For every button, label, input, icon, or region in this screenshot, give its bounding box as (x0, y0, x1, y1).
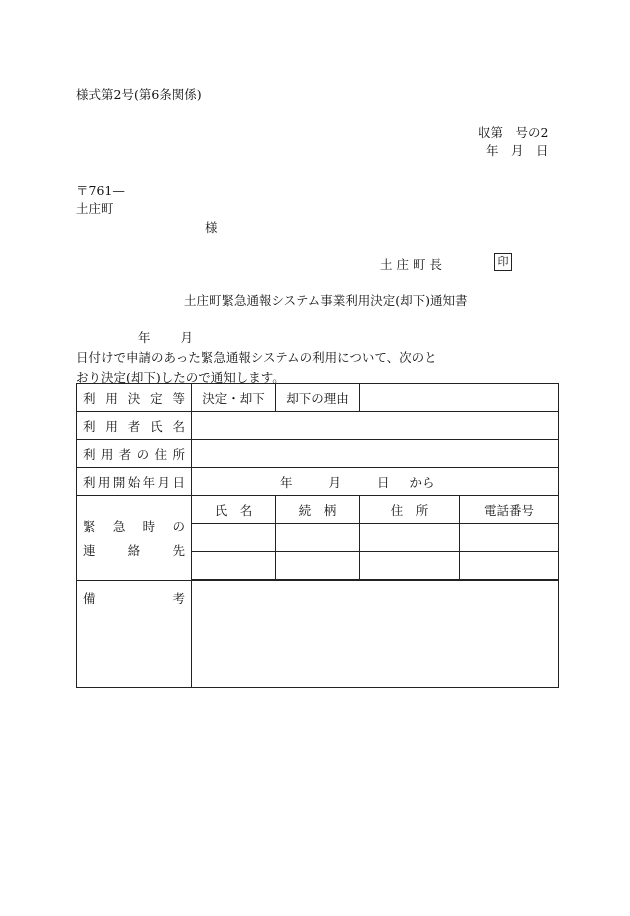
emergency-phone (460, 524, 559, 552)
user-name-value (192, 412, 559, 440)
row-user-address (77, 440, 559, 468)
recipient-address: 土庄町 (76, 201, 114, 216)
start-from: から (409, 474, 435, 490)
label-emergency-contact (77, 496, 192, 581)
emergency-header-address: 住 所 (360, 496, 460, 524)
label-user-address (77, 440, 192, 468)
recipient-suffix: 様 (205, 220, 218, 235)
label-text-user-name: 利 用 者 氏 名 (83, 418, 185, 434)
notification-table (76, 383, 559, 688)
body-text-line1: 日付けで申請のあった緊急通報システムの利用について、次のと (76, 350, 437, 365)
emergency-address (360, 552, 460, 580)
emergency-relation (276, 524, 360, 552)
label-text-emergency-line1: 緊 急 時 の (83, 519, 185, 534)
row-emergency-header (77, 496, 559, 524)
issue-date: 年 月 日 (486, 143, 549, 158)
start-year: 年 (280, 474, 293, 490)
start-day: 日 (377, 474, 390, 490)
body-paragraph (76, 328, 562, 388)
emergency-name (192, 524, 276, 552)
label-text-start-date: 利 用 開 始 年 月 日 (83, 474, 185, 490)
row-remarks (77, 581, 559, 688)
body-year: 年 (138, 330, 151, 345)
row-user-name (77, 412, 559, 440)
seal-stamp: 印 (494, 253, 512, 271)
emergency-address (360, 524, 460, 552)
reason-label: 却下の理由 (276, 384, 360, 412)
user-address-value (192, 440, 559, 468)
start-month: 月 (328, 474, 342, 490)
decision-choice: 決定・却下 (192, 384, 276, 412)
row-start-date (77, 468, 559, 496)
body-month: 月 (180, 330, 194, 345)
label-decision (77, 384, 192, 412)
start-date-value (192, 468, 559, 496)
emergency-relation (276, 552, 360, 580)
emergency-header-relation: 続 柄 (276, 496, 360, 524)
reason-value (360, 384, 559, 412)
document-title: 土庄町緊急通報システム事業利用決定(却下)通知書 (184, 293, 468, 308)
emergency-header-name: 氏 名 (192, 496, 276, 524)
body-text-line2: おり決定(却下)したので通知します。 (76, 370, 285, 385)
label-text-user-address: 利 用 者 の 住 所 (83, 446, 185, 462)
postal-code: 〒761— (76, 183, 125, 198)
label-text-decision: 利 用 決 定 等 (83, 390, 185, 406)
remarks-value (192, 581, 559, 688)
label-text-emergency-line2: 連 絡 先 (83, 543, 185, 558)
emergency-name (192, 552, 276, 580)
issuer-name: 土 庄 町 長 (380, 257, 442, 272)
emergency-header-phone: 電話番号 (460, 496, 559, 524)
label-user-name (77, 412, 192, 440)
form-number: 様式第2号(第6条関係) (76, 87, 202, 102)
row-decision (77, 384, 559, 412)
label-remarks (77, 581, 192, 688)
receipt-number: 収第 号の2 (478, 125, 549, 140)
label-text-remarks: 備 考 (83, 591, 185, 606)
emergency-phone (460, 552, 559, 580)
label-start-date (77, 468, 192, 496)
